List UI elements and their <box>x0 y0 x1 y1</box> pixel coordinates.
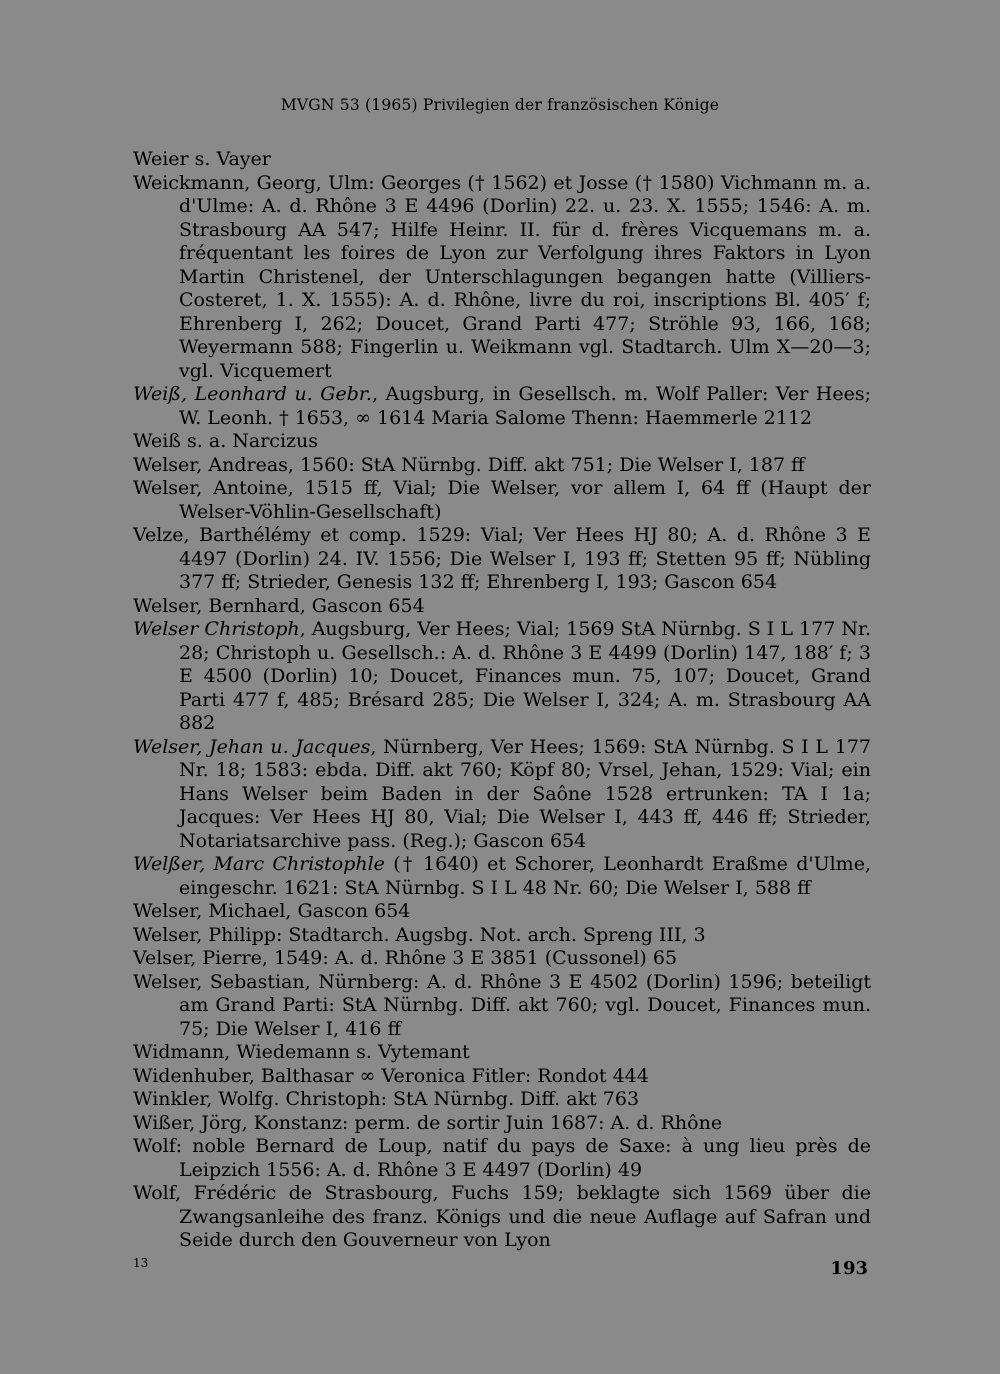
index-entry <box>133 618 871 736</box>
entry-text: Welser, Philipp: Stadtarch. Augsbg. Not. arch. Spreng III, 3 <box>133 923 706 946</box>
entry-text: Velser, Pierre, 1549: A. d. Rhône 3 E 3851 (Cussonel) 65 <box>133 947 678 969</box>
entry-name: Welßer, Marc Christophle <box>133 853 385 875</box>
index-entry <box>133 477 871 524</box>
index-entry <box>133 853 871 900</box>
entry-text: Widenhuber, Balthasar ∞ Veronica Fitler: Rondot 444 <box>133 1064 649 1087</box>
index-entry <box>133 148 871 172</box>
entry-text: Velze, Barthélémy et comp. 1529: Vial; Ver Hees HJ 80; A. d. Rhône 3 E 4497 (Dorlin) 24. IV. 1556; Die Welser I, 193 ff; Stetten 95 ff; Nübling 377 ff; Strieder, Genesis 132 ff; Ehrenberg I, 193; Gascon 654 <box>133 524 871 593</box>
index-entry <box>133 172 871 384</box>
entry-text: Weickmann, Georg, Ulm: Georges († 1562) et Josse († 1580) Vichmann m. a. d'Ulme: A. d. Rhône 3 E 4496 (Dorlin) 22. u. 23. X. 1555; 1546: A. m. Strasbourg AA 547; Hilfe Heinr. II. für d. frères Vicquemans m. a. fréquentant les foires de Lyon zur Verfolgung ihres Faktors in Lyon Martin Christenel, der Unterschlagungen begangen hatte (Villiers-Costeret, 1. X. 1555): A. d. Rhône, livre du roi, inscriptions Bl. 405′ f; Ehrenberg I, 262; Doucet, Grand Parti 477; Ströhle 93, 166, 168; Weyermann 588; Fingerlin u. Weikmann vgl. Stadtarch. Ulm X—20—3; vgl. Vicquemert <box>133 171 871 382</box>
entry-name: Welser, Jehan u. Jacques <box>133 735 371 758</box>
entry-text: Wolf: noble Bernard de Loup, natif du pays de Saxe: à ung lieu près de Leipzich 1556: A. d. Rhône 3 E 4497 (Dorlin) 49 <box>133 1135 871 1181</box>
index-entry <box>133 1088 871 1112</box>
entry-text: Weiß s. a. Narcizus <box>133 430 319 452</box>
entry-text: , Nürnberg, Ver Hees; 1569: StA Nürnbg. S I L 177 Nr. 18; 1583: ebda. Diff. akt 760; Köpf 80; Vrsel, Jehan, 1529: Vial; ein Hans Welser beim Baden in der Saône 1528 ertrunken: TA I 1a; Jacques: Ver Hees HJ 80, Vial; Die Welser I, 443 ff, 446 ff; Strieder, Notariatsarchive pass. (Reg.); Gascon 654 <box>179 735 871 852</box>
index-entry <box>133 971 871 1042</box>
entry-text: Winkler, Wolfg. Christoph: StA Nürnbg. Diff. akt 763 <box>133 1088 640 1110</box>
index-entry <box>133 524 871 595</box>
running-header: MVGN 53 (1965) Privilegien der französischen Könige <box>280 96 720 114</box>
entry-text: Welser, Bernhard, Gascon 654 <box>133 594 425 617</box>
entry-name: Weiß, Leonhard u. Gebr. <box>133 383 372 405</box>
index-entries <box>133 148 871 1253</box>
entry-text: , Augsburg, Ver Hees; Vial; 1569 StA Nürnbg. S I L 177 Nr. 28; Christoph u. Gesellsch.: A. d. Rhône 3 E 4499 (Dorlin) 147, 188′ f; 3 E 4500 (Dorlin) 10; Doucet, Finances mun. 75, 107; Doucet, Grand Parti 477 f, 485; Brésard 285; Die Welser I, 324; A. m. Strasbourg AA 882 <box>179 618 871 734</box>
index-entry <box>133 900 871 924</box>
entry-text: Welser, Andreas, 1560: StA Nürnbg. Diff. akt 751; Die Welser I, 187 ff <box>133 453 805 476</box>
index-entry <box>133 736 871 854</box>
index-entry <box>133 1112 871 1136</box>
index-entry <box>133 595 871 619</box>
entry-text: Widmann, Wiedemann s. Vytemant <box>133 1041 470 1063</box>
index-entry <box>133 924 871 948</box>
entry-text: , Augsburg, in Gesellsch. m. Wolf Paller: Ver Hees; W. Leonh. † 1653, ∞ 1614 Maria Salome Thenn: Haemmerle 2112 <box>179 383 871 429</box>
index-entry <box>133 1135 871 1182</box>
entry-text: Wißer, Jörg, Konstanz: perm. de sortir Juin 1687: A. d. Rhône <box>133 1111 723 1134</box>
index-entry <box>133 430 871 454</box>
index-entry <box>133 454 871 478</box>
entry-text: Welser, Michael, Gascon 654 <box>133 900 411 922</box>
entry-text: Welser, Sebastian, Nürnberg: A. d. Rhône 3 E 4502 (Dorlin) 1596; beteiligt am Grand Parti: StA Nürnbg. Diff. akt 760; vgl. Doucet, Finances mun. 75; Die Welser I, 416 ff <box>133 970 871 1040</box>
signature-mark: 13 <box>133 1256 149 1270</box>
entry-text: Welser, Antoine, 1515 ff, Vial; Die Welser, vor allem I, 64 ff (Haupt der Welser-Vöhlin-Gesellschaft) <box>133 477 871 523</box>
page-number: 193 <box>830 1258 868 1279</box>
index-entry <box>133 947 871 971</box>
entry-text: Weier s. Vayer <box>133 148 271 170</box>
entry-name: Welser Christoph <box>133 618 300 640</box>
entry-text: Wolf, Frédéric de Strasbourg, Fuchs 159; beklagte sich 1569 über die Zwangsanleihe des franz. Königs und die neue Auflage auf Safran und Seide durch den Gouverneur von Lyon <box>133 1182 871 1251</box>
index-entry <box>133 1182 871 1253</box>
index-entry <box>133 1041 871 1065</box>
entry-text: († 1640) et Schorer, Leonhardt Eraßme d'Ulme, eingeschr. 1621: StA Nürnbg. S I L 48 Nr. 60; Die Welser I, 588 ff <box>179 853 871 899</box>
index-entry <box>133 383 871 430</box>
index-entry <box>133 1065 871 1089</box>
